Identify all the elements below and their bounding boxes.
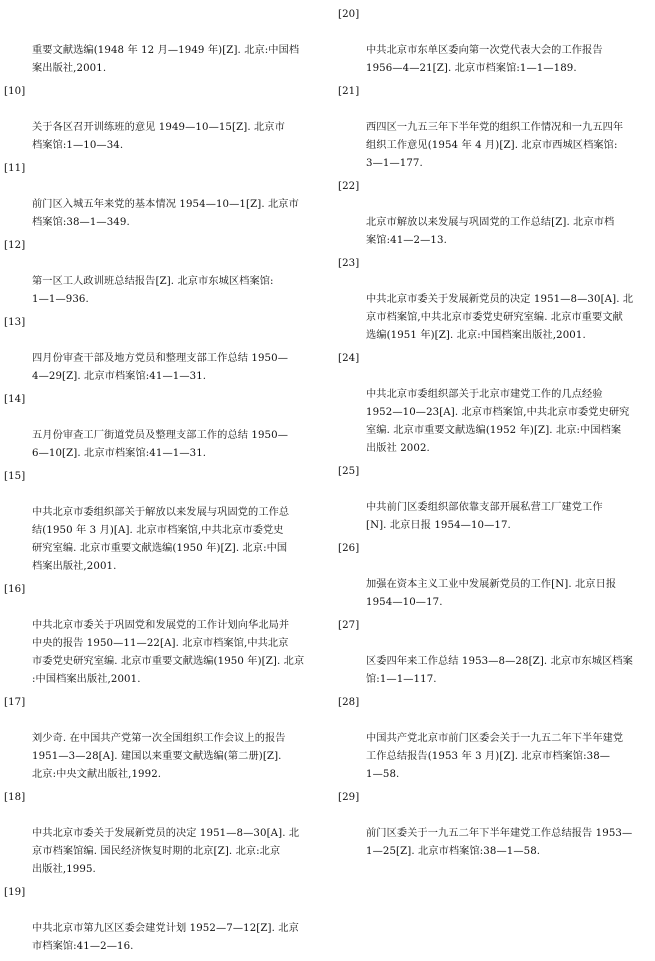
reference-text: 第一区工人政训班总结报告[Z]. 北京市东城区档案馆: 1—1—936. bbox=[32, 276, 274, 305]
reference-entry bbox=[338, 350, 652, 458]
reference-number: [12] bbox=[4, 240, 26, 251]
reference-text: 北京市解放以来发展与巩固党的工作总结[Z]. 北京市档 案馆:41—2—13. bbox=[366, 217, 615, 246]
reference-text: 五月份审查工厂街道党员及整理支部工作的总结 1950— 6—10[Z]. 北京市档案馆:41—1—31. bbox=[32, 430, 288, 459]
reference-number: [14] bbox=[4, 394, 26, 405]
reference-number: [16] bbox=[4, 584, 26, 595]
reference-text: 前门区入城五年来党的基本情况 1954—10—1[Z]. 北京市 档案馆:38—1—349. bbox=[32, 199, 299, 228]
reference-text: 加强在资本主义工业中发展新党员的工作[N]. 北京日报 1954—10—17. bbox=[366, 579, 617, 608]
reference-text: 前门区委关于一九五二年下半年建党工作总结报告 1953— 1—25[Z]. 北京市档案馆:38—1—58. bbox=[366, 828, 633, 857]
reference-number: [26] bbox=[338, 543, 360, 554]
reference-entry bbox=[4, 694, 316, 784]
reference-text: 区委四年来工作总结 1953—8—28[Z]. 北京市东城区档案 馆:1—1—117. bbox=[366, 656, 633, 685]
reference-text: 中共北京市委关于发展新党员的决定 1951—8—30[A]. 北 京市档案馆,中共北京市委党史研究室编. 北京市重要文献 选编(1951 年)[Z]. 北京:中国档案出版社,2001. bbox=[366, 294, 634, 341]
reference-number: [19] bbox=[4, 887, 26, 898]
reference-text: 中共北京市第九区区委会建党计划 1952—7—12[Z]. 北京 市档案馆:41—2—16. bbox=[32, 923, 299, 952]
reference-number: [24] bbox=[338, 353, 360, 364]
reference-entry bbox=[338, 540, 652, 612]
reference-number: [15] bbox=[4, 471, 26, 482]
reference-entry bbox=[4, 83, 316, 155]
reference-entry bbox=[338, 789, 652, 861]
reference-entry bbox=[4, 581, 316, 689]
reference-text: 中共前门区委组织部依靠支部开展私营工厂建党工作 [N]. 北京日报 1954—10—17. bbox=[366, 502, 603, 531]
reference-entry bbox=[4, 6, 316, 78]
reference-entry bbox=[338, 6, 652, 78]
reference-text: 中共北京市委组织部关于解放以来发展与巩固党的工作总 结(1950 年 3 月)[A]. 北京市档案馆,中共北京市委党史 研究室编. 北京市重要文献选编(1950 年)[Z]. 北京:中国 档案出版社,2001. bbox=[32, 507, 290, 572]
reference-entry bbox=[4, 789, 316, 879]
reference-entry bbox=[338, 463, 652, 535]
reference-entry bbox=[4, 468, 316, 576]
reference-entry bbox=[338, 178, 652, 250]
reference-text: 关于各区召开训练班的意见 1949—10—15[Z]. 北京市 档案馆:1—10—34. bbox=[32, 122, 285, 151]
reference-text: 中共北京市委关于巩固党和发展党的工作计划向华北局并 中央的报告 1950—11—22[A]. 北京市档案馆,中共北京 市委党史研究室编. 北京市重要文献选编(1950 年)[Z]. 北京 :中国档案出版社,2001. bbox=[32, 620, 305, 685]
reference-number: [25] bbox=[338, 466, 360, 477]
reference-text: 西四区一九五三年下半年党的组织工作情况和一九五四年 组织工作意见(1954 年 4 月)[Z]. 北京市西城区档案馆: 3—1—177. bbox=[366, 122, 624, 169]
reference-entry bbox=[338, 694, 652, 784]
reference-number: [17] bbox=[4, 697, 26, 708]
reference-number: [23] bbox=[338, 258, 360, 269]
reference-entry bbox=[4, 160, 316, 232]
reference-entry bbox=[338, 255, 652, 345]
reference-entry bbox=[4, 391, 316, 463]
reference-entry bbox=[4, 237, 316, 309]
left-column bbox=[4, 6, 316, 961]
reference-number: [22] bbox=[338, 181, 360, 192]
reference-entry bbox=[4, 314, 316, 386]
reference-text: 中共北京市委组织部关于北京市建党工作的几点经验 1952—10—23[A]. 北京市档案馆,中共北京市委党史研究 室编. 北京市重要文献选编(1952 年)[Z]. 北京:中国档案 出版社 2002. bbox=[366, 389, 630, 454]
reference-number: [27] bbox=[338, 620, 360, 631]
reference-text: 四月份审查干部及地方党员和整理支部工作总结 1950— 4—29[Z]. 北京市档案馆:41—1—31. bbox=[32, 353, 288, 382]
reference-text: 中共北京市东单区委向第一次党代表大会的工作报告 1956—4—21[Z]. 北京市档案馆:1—1—189. bbox=[366, 45, 603, 74]
reference-text: 中国共产党北京市前门区委会关于一九五二年下半年建党 工作总结报告(1953 年 3 月)[Z]. 北京市档案馆:38— 1—58. bbox=[366, 733, 624, 780]
reference-number: [20] bbox=[338, 9, 360, 20]
reference-number: [28] bbox=[338, 697, 360, 708]
reference-number: [18] bbox=[4, 792, 26, 803]
reference-number: [13] bbox=[4, 317, 26, 328]
reference-entry bbox=[4, 884, 316, 956]
reference-number: [11] bbox=[4, 163, 26, 174]
reference-number: [10] bbox=[4, 86, 26, 97]
reference-text: 刘少奇. 在中国共产党第一次全国组织工作会议上的报告 1951—3—28[A]. 建国以来重要文献选编(第二册)[Z]. 北京:中央文献出版社,1992. bbox=[32, 733, 286, 780]
reference-entry bbox=[338, 617, 652, 689]
reference-number: [29] bbox=[338, 792, 360, 803]
reference-entry bbox=[338, 83, 652, 173]
reference-number: [21] bbox=[338, 86, 360, 97]
reference-text: 重要文献选编(1948 年 12 月—1949 年)[Z]. 北京:中国档 案出版社,2001. bbox=[32, 45, 300, 74]
right-column bbox=[338, 6, 652, 866]
reference-text: 中共北京市委关于发展新党员的决定 1951—8—30[A]. 北 京市档案馆编. 国民经济恢复时期的北京[Z]. 北京:北京 出版社,1995. bbox=[32, 828, 300, 875]
